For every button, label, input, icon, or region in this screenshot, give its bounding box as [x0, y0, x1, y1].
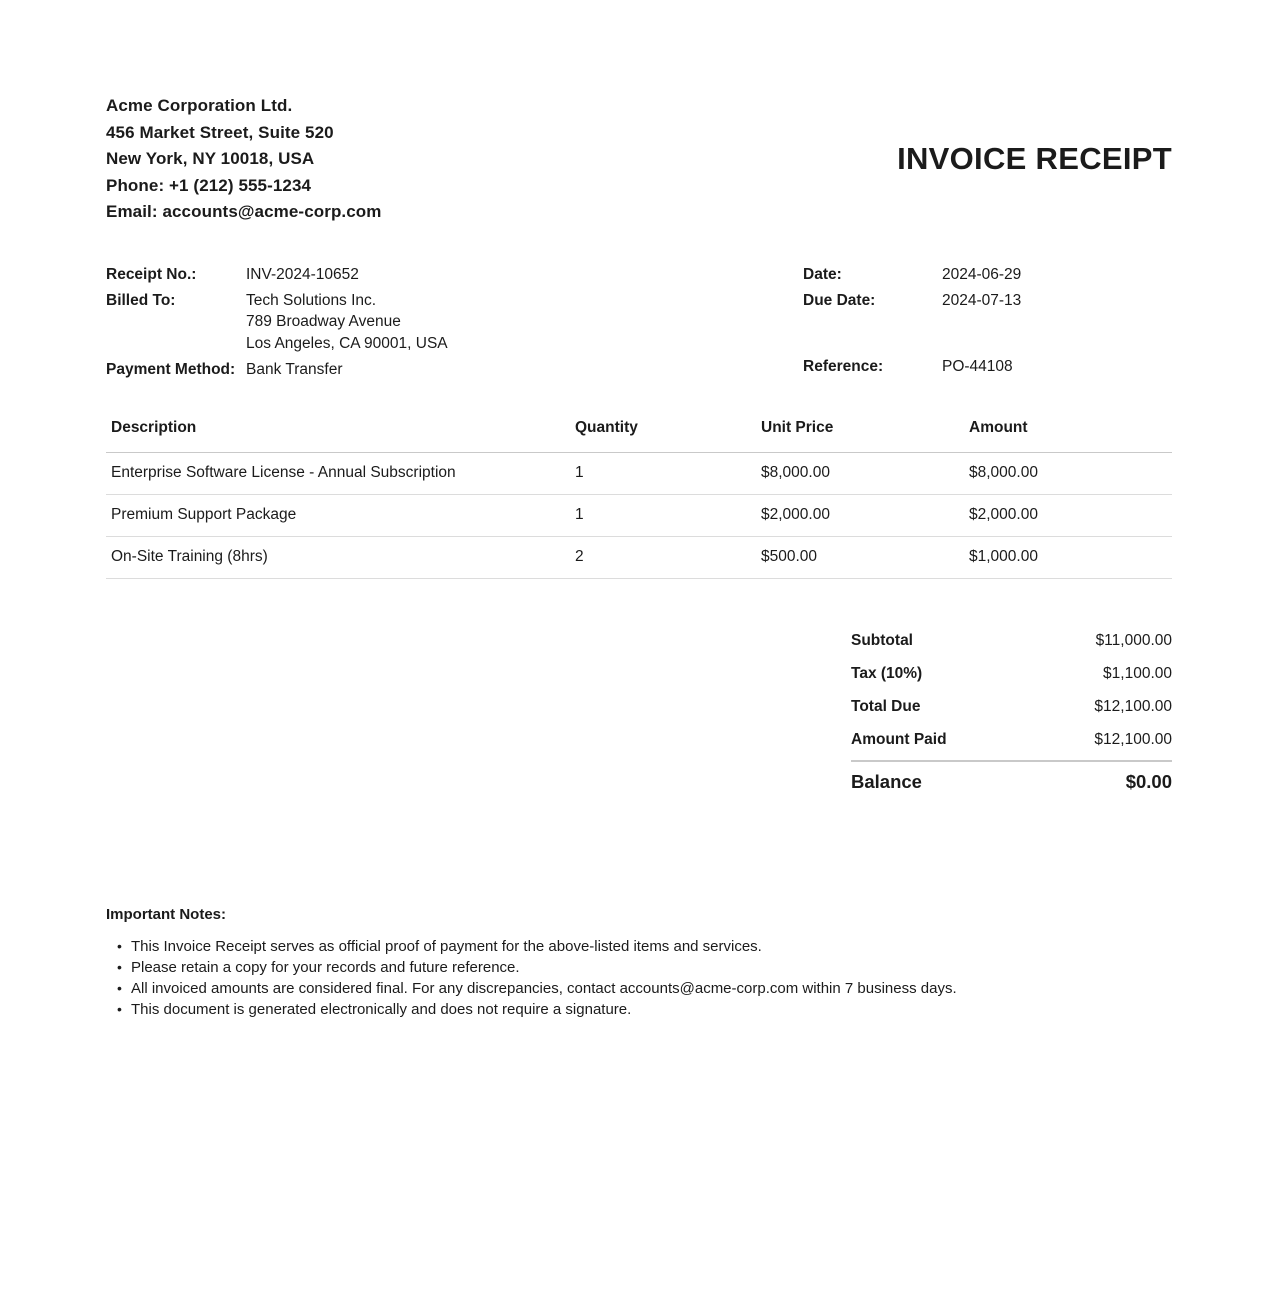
receipt-meta-left [106, 264, 666, 385]
important-notes [106, 906, 1172, 1020]
document-title: INVOICE RECEIPT [897, 141, 1172, 177]
receipt-number-label: Receipt No.: [106, 265, 197, 283]
total-due-row [851, 691, 1172, 724]
company-email: Email: accounts@acme-corp.com [106, 202, 382, 221]
cell-unit-price: $2,000.00 [761, 506, 830, 523]
receipt-number-row [106, 264, 666, 286]
receipt-meta-right [803, 264, 1172, 385]
table-row [106, 495, 1172, 537]
subtotal-value: $11,000.00 [1095, 632, 1172, 649]
billed-to-row [106, 290, 666, 355]
header-amount: Amount [969, 418, 1028, 436]
cell-unit-price: $8,000.00 [761, 464, 830, 481]
note-item: • This Invoice Receipt serves as official proof of payment for the above-listed items and services. [131, 936, 1172, 957]
cell-amount: $2,000.00 [969, 506, 1038, 523]
balance-label: Balance [851, 770, 922, 792]
company-phone: Phone: +1 (212) 555-1234 [106, 175, 312, 195]
header-unit-price: Unit Price [761, 418, 834, 436]
cell-amount: $8,000.00 [969, 464, 1038, 481]
receipt-meta [106, 264, 1172, 385]
notes-heading: Important Notes: [106, 905, 226, 923]
balance-value: $0.00 [1125, 770, 1172, 792]
line-items-table [106, 419, 1172, 579]
cell-quantity: 1 [575, 506, 584, 523]
date-value: 2024-06-29 [942, 265, 1022, 283]
amount-paid-row [851, 724, 1172, 757]
payment-method-value: Bank Transfer [246, 360, 343, 378]
meta-spacer [803, 316, 1172, 356]
table-header-row [106, 419, 1172, 453]
reference-value: PO-44108 [942, 357, 1013, 375]
subtotal-row [851, 625, 1172, 658]
company-name: Acme Corporation Ltd. [106, 96, 293, 115]
cell-unit-price: $500.00 [761, 548, 818, 565]
payment-method-label: Payment Method: [106, 360, 236, 378]
note-item: • All invoiced amounts are considered final. For any discrepancies, contact accounts@acme-corp.com within 7 business days. [131, 978, 1172, 999]
document-header [106, 93, 1172, 226]
due-date-label: Due Date: [803, 291, 876, 309]
billed-to-value [246, 290, 448, 355]
due-date-value: 2024-07-13 [942, 291, 1022, 309]
table-row [106, 453, 1172, 495]
due-date-row [803, 290, 1172, 312]
tax-row [851, 658, 1172, 691]
balance-row [851, 762, 1172, 802]
tax-value: $1,100.00 [1103, 665, 1172, 682]
cell-description: On-Site Training (8hrs) [111, 548, 268, 565]
billed-to-company: Tech Solutions Inc. [246, 291, 377, 309]
billed-to-city: Los Angeles, CA 90001, USA [246, 334, 448, 352]
receipt-number-value: INV-2024-10652 [246, 265, 359, 283]
cell-description: Premium Support Package [111, 506, 297, 523]
date-label: Date: [803, 265, 842, 283]
amount-paid-value: $12,100.00 [1094, 731, 1172, 748]
note-item: • This document is generated electronically and does not require a signature. [131, 999, 1172, 1020]
billed-to-street: 789 Broadway Avenue [246, 313, 401, 330]
header-description: Description [111, 418, 197, 436]
billed-to-label: Billed To: [106, 291, 176, 309]
total-due-value: $12,100.00 [1094, 698, 1172, 715]
cell-quantity: 2 [575, 548, 584, 565]
reference-label: Reference: [803, 357, 884, 375]
totals-summary [851, 625, 1172, 802]
company-address-line2: New York, NY 10018, USA [106, 149, 315, 168]
company-info [106, 93, 382, 226]
reference-row [803, 356, 1172, 378]
company-address-line1: 456 Market Street, Suite 520 [106, 122, 334, 142]
table-row [106, 537, 1172, 579]
subtotal-label: Subtotal [851, 632, 913, 649]
note-item: • Please retain a copy for your records and future reference. [131, 957, 1172, 978]
tax-label: Tax (10%) [851, 665, 923, 682]
cell-quantity: 1 [575, 464, 584, 481]
cell-description: Enterprise Software License - Annual Subscription [111, 464, 456, 481]
total-due-label: Total Due [851, 698, 921, 715]
notes-list [106, 936, 1172, 1020]
amount-paid-label: Amount Paid [851, 731, 947, 748]
header-quantity: Quantity [575, 418, 638, 436]
payment-method-row [106, 359, 666, 381]
date-row [803, 264, 1172, 286]
cell-amount: $1,000.00 [969, 548, 1038, 565]
